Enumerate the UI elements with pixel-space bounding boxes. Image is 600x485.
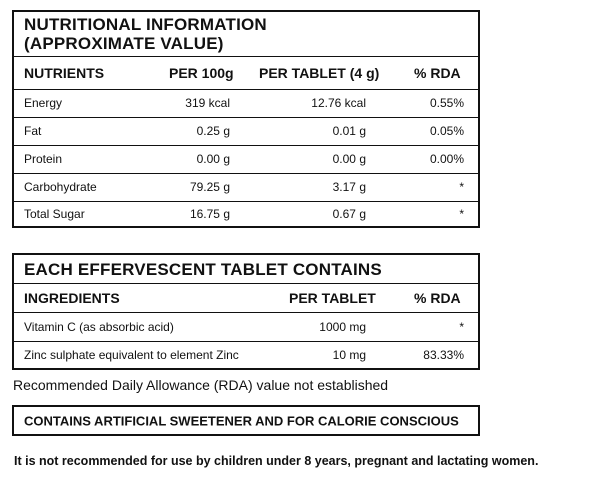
header-rda: % RDA — [414, 289, 461, 306]
nutrient-name: Total Sugar — [24, 206, 85, 221]
per-tablet-value: 0.67 g — [332, 206, 366, 221]
per-tablet-value: 0.00 g — [332, 152, 366, 166]
ingredient-name: Vitamin C (as absorbic acid) — [24, 319, 174, 334]
nutrient-name: Energy — [24, 96, 63, 110]
header-ingredients: INGREDIENTS — [24, 289, 120, 306]
nutrition-title-line1: NUTRITIONAL INFORMATION — [24, 15, 267, 34]
rda-value: 83.33% — [423, 347, 464, 362]
rda-value: * — [459, 319, 464, 334]
nutrition-title-row — [14, 12, 478, 57]
table-row — [14, 173, 478, 202]
per-tablet-value: 3.17 g — [332, 180, 366, 194]
per-tablet-value: 1000 mg — [319, 319, 366, 334]
nutrient-name: Fat — [24, 124, 42, 138]
per-100g-value: 79.25 g — [189, 180, 230, 194]
per-100g-value: 0.25 g — [196, 124, 230, 138]
nutrition-title-line2: (APPROXIMATE VALUE) — [24, 34, 224, 53]
header-per-100g: PER 100g — [169, 64, 234, 81]
rda-value: 0.55% — [429, 96, 464, 110]
nutrient-name: Protein — [24, 152, 63, 166]
header-per-tablet: PER TABLET — [289, 289, 376, 306]
header-per-tablet: PER TABLET (4 g) — [259, 64, 380, 81]
nutrition-table — [12, 10, 480, 228]
ingredient-name: Zinc sulphate equivalent to element Zinc — [24, 347, 239, 362]
rda-value: 0.05% — [429, 124, 464, 138]
per-tablet-value: 10 mg — [332, 347, 366, 362]
header-nutrients: NUTRIENTS — [24, 64, 105, 81]
sweetener-banner — [12, 405, 480, 436]
table-row — [14, 89, 478, 118]
rda-value: 0.00% — [429, 152, 464, 166]
per-100g-value: 0.00 g — [196, 152, 230, 166]
tablet-ingredients-table — [12, 253, 480, 370]
nutrient-name: Carbohydrate — [24, 180, 97, 194]
usage-warning: It is not recommended for use by children under 8 years, pregnant and lactating women. — [14, 454, 539, 468]
rda-value: * — [459, 180, 464, 194]
table-row — [14, 145, 478, 174]
tablet-title: EACH EFFERVESCENT TABLET CONTAINS — [24, 260, 382, 279]
per-tablet-value: 12.76 kcal — [311, 96, 366, 110]
rda-note: Recommended Daily Allowance (RDA) value not established — [13, 377, 389, 393]
table-row — [14, 201, 478, 226]
per-tablet-value: 0.01 g — [332, 124, 366, 138]
tablet-title-row — [14, 255, 478, 284]
per-100g-value: 16.75 g — [189, 206, 230, 221]
table-row — [14, 117, 478, 146]
header-rda: % RDA — [414, 64, 461, 81]
table-row — [14, 312, 478, 342]
sweetener-banner-text: CONTAINS ARTIFICIAL SWEETENER AND FOR CALORIE CONSCIOUS — [24, 413, 459, 428]
rda-value: * — [459, 206, 464, 221]
nutrition-header-row — [14, 56, 478, 90]
tablet-header-row — [14, 283, 478, 313]
table-row — [14, 341, 478, 368]
per-100g-value: 319 kcal — [185, 96, 230, 110]
